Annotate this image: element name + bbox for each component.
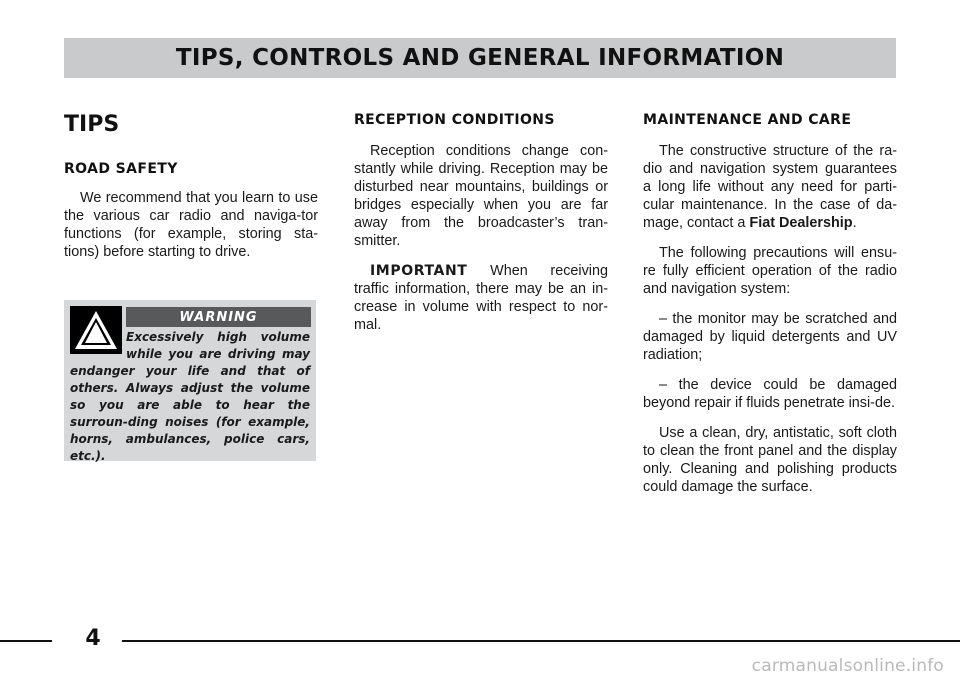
maintenance-paragraph-3: – the monitor may be scratched and damaged by liquid detergents and UV radiation; xyxy=(643,311,897,363)
tips-title: TIPS xyxy=(64,112,120,137)
road-safety-text: We recommend that you learn to use the various car radio and naviga-tor functions (for example, storing sta-tions) before starting to drive. xyxy=(64,190,318,260)
fiat-dealership: Fiat Dealership xyxy=(749,215,853,231)
maintenance-paragraph-2: The following precautions will ensu-re fully efficient operation of the radio and navigation system: xyxy=(643,245,897,297)
footer-rule-right xyxy=(122,640,960,642)
reception-column xyxy=(354,112,608,346)
tips-column xyxy=(64,112,318,273)
road-safety-title: ROAD SAFETY xyxy=(64,161,178,177)
important-text: When receiving traffic information, there may be an in-crease in volume with respect to nor-mal. xyxy=(354,263,608,333)
maintenance-title: MAINTENANCE AND CARE xyxy=(643,112,852,128)
reception-title: RECEPTION CONDITIONS xyxy=(354,112,555,128)
maintenance-column xyxy=(643,112,897,508)
footer-rule-left xyxy=(0,640,52,642)
reception-text: Reception conditions change con-stantly while driving. Reception may be disturbed near mountains, buildings or bridges especially when you are far away from the broadcaster’s tran-smitter. xyxy=(354,143,608,249)
page-number: 4 xyxy=(85,626,101,651)
maintenance-paragraph-4: – the device could be damaged beyond repair if fluids penetrate insi-de. xyxy=(643,377,897,411)
warning-label: WARNING xyxy=(126,307,311,327)
header-bar xyxy=(64,38,896,78)
maintenance-paragraph-5: Use a clean, dry, antistatic, soft cloth to clean the front panel and the display only. Cleaning and polishing products could damage the surface. xyxy=(643,425,897,495)
watermark: carmanualsonline.info xyxy=(751,656,944,676)
maintenance-p1-end: . xyxy=(852,215,857,231)
important-label: IMPORTANT xyxy=(370,263,468,279)
maintenance-p1-text: The constructive structure of the ra-dio and navigation system guarantees a long life without any need for parti-cular maintenance. In the case of da-mage, contact a xyxy=(643,143,897,231)
page-title: TIPS, CONTROLS AND GENERAL INFORMATION xyxy=(175,45,785,71)
warning-text-body: Excessively high volume while you are driving may endanger your life and that of others. Always adjust the volume so you are able to hear the surroun-ding noises (for example, horns, ambulances, police cars, etc.). xyxy=(70,330,310,463)
warning-text xyxy=(70,329,310,465)
maintenance-paragraph-1 xyxy=(643,142,897,232)
important-note xyxy=(354,262,608,334)
warning-box xyxy=(64,300,316,461)
